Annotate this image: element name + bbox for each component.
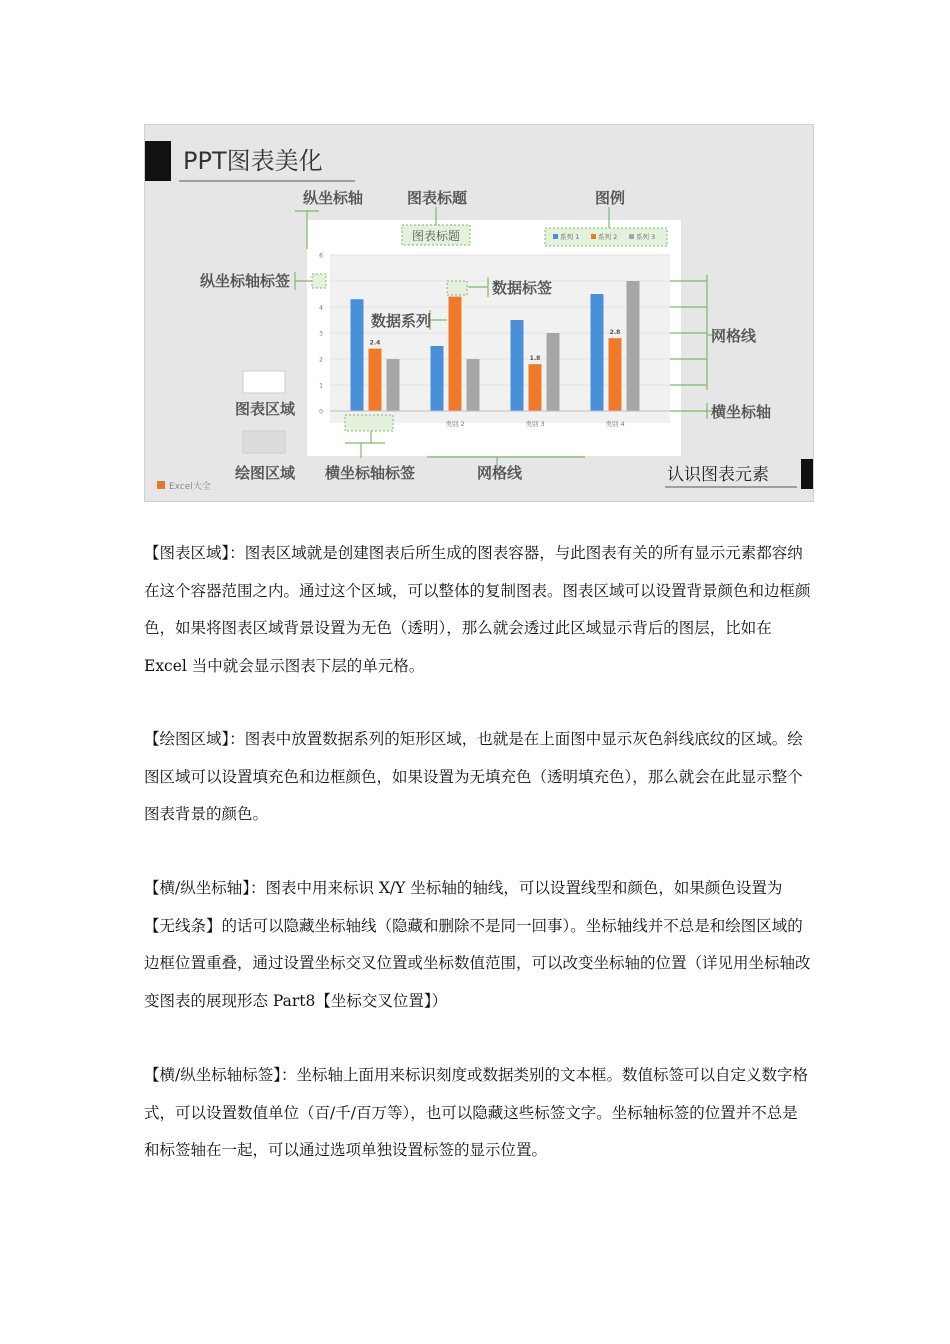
- bar-3-2: [467, 359, 480, 411]
- x-tick-label: 类别 4: [605, 420, 625, 428]
- y-tick-label: 4: [319, 304, 323, 312]
- paragraph-axis-labels: 【横/纵坐标轴标签】：坐标轴上面用来标识刻度或数据类别的文本框。数值标签可以自定义数字格式，可以设置数值单位（百/千/百万等），也可以隐藏这些标签文字。坐标轴标签的位置并不总是和标签轴在一起，可以通过选项单独设置标签的显示位置。: [144, 1066, 808, 1159]
- y-tick-label: 6: [319, 252, 323, 260]
- y-tick-label: 1: [319, 382, 323, 390]
- y-tick-label: 0: [319, 408, 323, 416]
- paragraph-axes: 【横/纵坐标轴】：图表中用来标识 X/Y 坐标轴的轴线，可以设置线型和颜色，如果颜色设置为【无线条】的话可以隐藏坐标轴线（隐藏和删除不是同一回事）。坐标轴线并不总是和绘图区域的边框位置重叠，通过设置坐标交叉位置或坐标数值范围，可以改变坐标轴的位置（详见用坐标轴改变图表的展现形态 Part8【坐标交叉位置】）: [144, 879, 811, 1010]
- bar-2-4: [609, 338, 622, 411]
- bar-1-1: [351, 299, 364, 411]
- bar-2-1: [369, 349, 382, 411]
- legend-swatch: [629, 234, 634, 239]
- legend-label: 系列 1: [560, 233, 580, 241]
- chart-area-swatch: [243, 371, 285, 393]
- bar-1-2: [431, 346, 444, 411]
- bar-1-3: [511, 320, 524, 411]
- bar-1-4: [591, 294, 604, 411]
- legend-label: 系列 2: [598, 233, 618, 241]
- annotation-plot-area: 绘图区域: [235, 464, 296, 482]
- data-label: 2.8: [609, 329, 621, 337]
- annotation-data-labels: 数据标签: [492, 279, 553, 297]
- bar-3-1: [387, 359, 400, 411]
- x-tick-label: 类别 3: [525, 420, 545, 428]
- y-tick-label: 3: [319, 330, 323, 338]
- corner-accent: [801, 459, 813, 489]
- annotation-chart-area: 图表区域: [235, 400, 296, 418]
- chart-elements-figure: [144, 124, 814, 502]
- bar-3-3: [547, 333, 560, 411]
- data-label: 1.8: [529, 355, 541, 363]
- annotation-data-series: 数据系列: [371, 312, 432, 330]
- logo-text: Excel大全: [169, 482, 211, 492]
- plot-area-swatch: [243, 431, 285, 453]
- annotation-haxis-labels: 横坐标轴标签: [325, 464, 416, 482]
- legend-label: 系列 3: [636, 233, 656, 241]
- x-tick-label: 类别 2: [445, 420, 465, 428]
- title-bar-accent: [145, 141, 171, 181]
- annotation-vaxis: 纵坐标轴: [303, 189, 364, 207]
- x-label-highlight: [345, 415, 393, 431]
- annotation-chart-title: 图表标题: [407, 189, 468, 207]
- excel-logo-icon: [157, 481, 165, 489]
- y-label-highlight: [312, 274, 326, 288]
- bar-3-4: [627, 281, 640, 411]
- annotation-vaxis-labels: 纵坐标轴标签: [200, 272, 291, 290]
- figure-title: PPT图表美化: [183, 147, 323, 175]
- bar-2-2: [449, 297, 462, 411]
- bar-2-3: [529, 364, 542, 411]
- data-label: 2.4: [369, 339, 381, 347]
- data-label-highlight: [447, 281, 467, 295]
- annotation-gridlines-bottom: 网格线: [477, 464, 523, 482]
- legend-swatch: [591, 234, 596, 239]
- annotation-gridlines-right: 网格线: [711, 327, 757, 345]
- figure-canvas: [145, 125, 815, 503]
- corner-title: 认识图表元素: [667, 465, 769, 485]
- annotation-legend: 图例: [595, 189, 626, 207]
- chart-title: 图表标题: [411, 229, 461, 243]
- paragraph-plot-area: 【绘图区域】：图表中放置数据系列的矩形区域，也就是在上面图中显示灰色斜线底纹的区域。绘图区域可以设置填充色和边框颜色，如果设置为无填充色（透明填充色），那么就会在此显示整个图表背景的颜色。: [144, 730, 803, 823]
- paragraph-chart-area: 【图表区域】：图表区域就是创建图表后所生成的图表容器，与此图表有关的所有显示元素都容纳在这个容器范围之内。通过这个区域，可以整体的复制图表。图表区域可以设置背景颜色和边框颜色，如果将图表区域背景设置为无色（透明），那么就会透过此区域显示背后的图层，比如在 Excel 当中就会显示图表下层的单元格。: [144, 544, 811, 675]
- y-tick-label: 2: [319, 356, 323, 364]
- annotation-haxis: 横坐标轴: [711, 403, 772, 421]
- legend: [553, 232, 655, 241]
- legend-swatch: [553, 234, 558, 239]
